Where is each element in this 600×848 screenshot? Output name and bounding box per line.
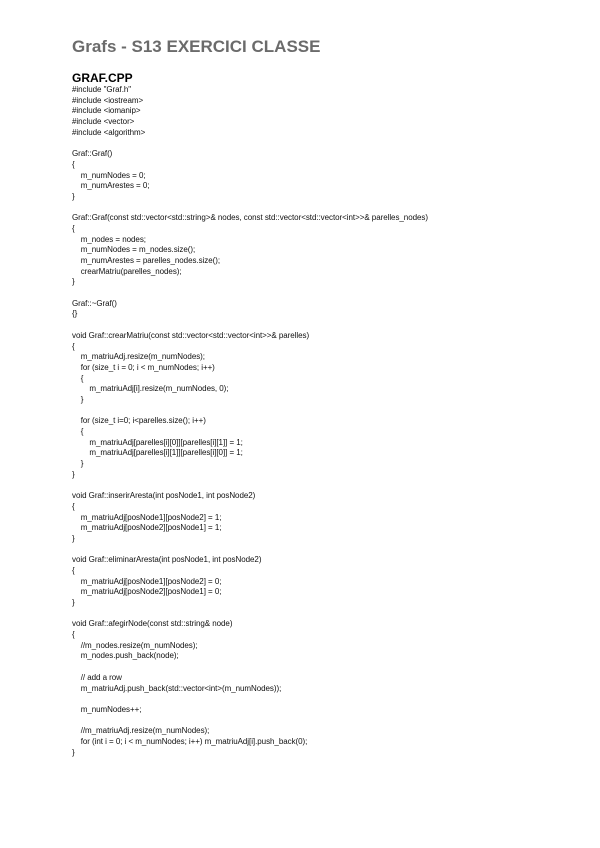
code-line: #include <algorithm> bbox=[72, 127, 146, 137]
code-line: } bbox=[72, 747, 75, 757]
section-title: GRAF.CPP bbox=[72, 71, 133, 85]
code-line: Graf::Graf() bbox=[72, 149, 113, 159]
code-line: #include <vector> bbox=[72, 117, 135, 127]
code-line: m_numNodes = m_nodes.size(); bbox=[72, 245, 196, 255]
code-line: m_numArestes = parelles_nodes.size(); bbox=[72, 256, 221, 265]
code-line: { bbox=[72, 373, 84, 383]
code-line: //m_nodes.resize(m_numNodes); bbox=[72, 640, 198, 650]
code-line: // add a row bbox=[72, 672, 122, 682]
code-line bbox=[72, 480, 572, 491]
code-line bbox=[72, 138, 572, 149]
code-line: for (size_t i=0; i<parelles.size(); i++) bbox=[72, 416, 206, 426]
code-line: m_matriuAdj[posNode2][posNode1] = 1; bbox=[72, 523, 222, 533]
code-line: m_numNodes++; bbox=[72, 704, 142, 714]
code-line bbox=[72, 203, 572, 214]
code-line: m_nodes = nodes; bbox=[72, 234, 146, 244]
code-line bbox=[72, 288, 572, 299]
code-line: #include "Graf.h" bbox=[72, 85, 132, 94]
code-line bbox=[72, 406, 572, 417]
code-line: m_matriuAdj[i].resize(m_numNodes, 0); bbox=[72, 384, 229, 394]
code-line: } bbox=[72, 394, 84, 404]
code-line: m_numArestes = 0; bbox=[72, 181, 150, 191]
code-line: for (size_t i = 0; i < m_numNodes; i++) bbox=[72, 362, 215, 372]
code-line bbox=[72, 609, 572, 620]
code-line: void Graf::inserirAresta(int posNode1, int posNode2) bbox=[72, 491, 256, 501]
code-line: m_numNodes = 0; bbox=[72, 170, 146, 180]
code-line: for (int i = 0; i < m_numNodes; i++) m_matriuAdj[i].push_back(0); bbox=[72, 736, 308, 746]
code-line: } bbox=[72, 277, 75, 287]
code-line bbox=[72, 662, 572, 673]
code-line: m_matriuAdj[posNode1][posNode2] = 1; bbox=[72, 512, 222, 522]
code-line: #include <iomanip> bbox=[72, 106, 141, 116]
code-line: } bbox=[72, 533, 75, 543]
code-block bbox=[72, 85, 572, 758]
code-line: } bbox=[72, 598, 75, 607]
code-line: } bbox=[72, 469, 75, 479]
code-line: //m_matriuAdj.resize(m_numNodes); bbox=[72, 726, 210, 736]
code-line bbox=[72, 320, 572, 331]
code-line: void Graf::eliminarAresta(int posNode1, int posNode2) bbox=[72, 555, 262, 565]
code-line bbox=[72, 716, 572, 727]
code-line: m_matriuAdj[posNode2][posNode1] = 0; bbox=[72, 587, 222, 597]
code-line: } bbox=[72, 459, 84, 469]
code-line: Graf::Graf(const std::vector<std::string>& nodes, const std::vector<std::vector<int>>& parelles_nodes) bbox=[72, 213, 428, 223]
page-title: Grafs - S13 EXERCICI CLASSE bbox=[72, 37, 321, 56]
code-line: { bbox=[72, 630, 75, 640]
code-line: m_matriuAdj[parelles[i][1]][parelles[i][0]] = 1; bbox=[72, 448, 243, 458]
code-line bbox=[72, 545, 572, 556]
code-line: { bbox=[72, 427, 84, 436]
code-line: void Graf::afegirNode(const std::string& node) bbox=[72, 619, 233, 629]
code-line: m_matriuAdj.push_back(std::vector<int>(m_numNodes)); bbox=[72, 683, 282, 693]
code-line: crearMatriu(parelles_nodes); bbox=[72, 266, 182, 276]
code-line: {} bbox=[72, 309, 78, 319]
code-line: { bbox=[72, 159, 75, 169]
code-line: void Graf::crearMatriu(const std::vector<std::vector<int>>& parelles) bbox=[72, 330, 310, 340]
code-line: { bbox=[72, 223, 75, 233]
code-line: m_nodes.push_back(node); bbox=[72, 651, 179, 661]
code-line: m_matriuAdj[parelles[i][0]][parelles[i][1]] = 1; bbox=[72, 437, 243, 447]
code-line bbox=[72, 694, 572, 705]
code-line: { bbox=[72, 341, 75, 351]
code-line: m_matriuAdj[posNode1][posNode2] = 0; bbox=[72, 576, 222, 586]
code-line: m_matriuAdj.resize(m_numNodes); bbox=[72, 352, 205, 362]
code-line: Graf::~Graf() bbox=[72, 298, 117, 308]
code-line: } bbox=[72, 191, 75, 201]
code-line: #include <iostream> bbox=[72, 95, 144, 105]
code-line: { bbox=[72, 501, 75, 511]
code-line: { bbox=[72, 565, 75, 575]
